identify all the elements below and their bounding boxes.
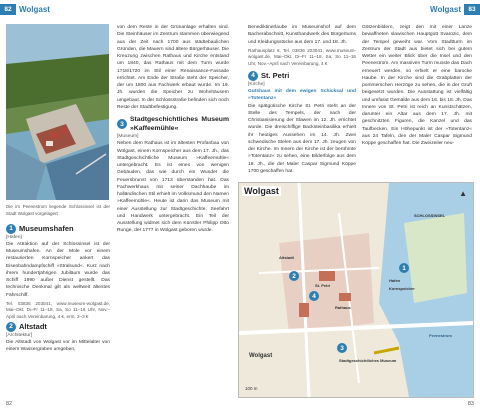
photo-caption: Die im Peenestrom liegende Schlossinsel ist der Stadt Wolgast vorgelagert bbox=[6, 204, 110, 217]
aerial-photo bbox=[6, 24, 109, 200]
marker-icon: 1 bbox=[6, 224, 16, 234]
left-column-2 bbox=[117, 24, 229, 235]
right-column-2 bbox=[362, 24, 472, 177]
right-column-1 bbox=[248, 24, 356, 176]
entry-text: Neben dem Rathaus ist im ältesten Profanbau von Wolgast, einem Kornspeicher aus dem 17. Jh., das Stadtgeschichtliche Museum »Kaffeemühle« untergebracht. Es ist eines von wenigen Gebäuden, das wie durch ein Wunder die Feuersbrunst von 1713 überstanden hat. Das Fachwerkhaus mit seiner Dachhaube im holländischen Stil erhielt im Volksmund den Namen »Kaffeemühle«. Heute ist darin das Museum mit einer Ausstellung zur Stadtgeschichte, Seefahrt und Handwerk untergebracht. Ein Teil der Ausstellung widmet sich dem Künstler Philipp Otto Runge, der 1777 in Wolgast geboren wurde. bbox=[117, 141, 229, 234]
body-text: Götzenbildern, zeigt den mit einer Lanze bewaffneten slawischen Hauptgott Svarozic, dem der Tempel geweiht war. Vom Stadtturm im Zentrum der Stadt aus bietet sich bei gutem Wetter ein weiter Blick über die Insel und den Peenestrom. Am massiven Turm musste das Dach erneuert werden, so erhielt er eine barocke Haube. In der Kirche sind die Grabplatten der pommerschen Herzöge zu sehen, die in der Gruft beigesetzt wurden. Die Ausstattung ist vielfältig und umfasst Gemälde aus dem 16. bis 18. Jh. Das Innere von St. Petri ist reich an Kunstschätzen, darunter ein Altar aus dem 17. Jh. mit geschnitzten Figuren, die Kanzel und das Taufbecken. Ein Höhepunkt ist der »Totentanz« aus 24 Tafeln, den der Maler Caspar Sigmund Köppe geschaffen hat. Die Zweizeiler neu- bbox=[362, 25, 472, 146]
marker-icon: 3 bbox=[117, 119, 127, 129]
map-label: Wolgast bbox=[249, 353, 273, 359]
map-label: Stadtgeschichtliches Museum bbox=[339, 358, 397, 363]
entry-info: Rathausplatz 6, Tel. 03836 203041, www.museum-wolgast.de, Mai–Okt. Di–Fr 11–18, Sa, So 11–16 Uhr, Nov.–April nach Vereinbarung, 4 € bbox=[248, 47, 356, 66]
entry-category: [Hafen] bbox=[6, 234, 22, 240]
marker-icon: 2 bbox=[6, 322, 16, 332]
page-number: 82 bbox=[6, 401, 13, 407]
map-marker-icon: 4 bbox=[309, 291, 319, 301]
running-header: Wolgast bbox=[19, 5, 50, 14]
map-scale: 100 m bbox=[245, 386, 258, 391]
entry-title bbox=[248, 71, 356, 81]
map-marker-icon: 1 bbox=[399, 263, 409, 273]
running-header: Wolgast bbox=[430, 5, 461, 14]
entry-title bbox=[6, 224, 110, 234]
highlight-text: Gutshaus mit dem ewigen Schicksal und »Totentanz« bbox=[248, 89, 356, 102]
page-tab: 83 bbox=[464, 4, 480, 15]
left-column-1 bbox=[6, 203, 110, 354]
map-label: SCHLOSSINSEL bbox=[414, 213, 446, 218]
north-arrow-icon: ▲ bbox=[459, 189, 467, 198]
entry-category: [Architektur] bbox=[6, 332, 33, 338]
body-text: Benediktinerlaube im Museumshof auf dem Bacherabschnitt, Kunsthandwerk des Bürgertums und Kleidungsstücke aus dem 17. und 18. Jh. bbox=[248, 25, 356, 45]
entry-title bbox=[117, 115, 229, 133]
entry-heading: St. Petri bbox=[261, 71, 290, 81]
city-map bbox=[238, 182, 474, 398]
entry-heading: Museumshafen bbox=[19, 224, 74, 233]
map-label: Altstadt bbox=[279, 255, 294, 260]
right-page bbox=[240, 0, 480, 410]
entry-text: Die Attraktion auf der Schlossinsel ist der Museumshafen. An der Mole vor einem restaurierten Kornspeicher ankert das Eisenbahndampfschiff »Stralsund«. Kurz nach ihrem hundertjährigen Jubiläum wurde das Schiff 1990 außer Dienst gestellt. Das technische Denkmal gilt als weltweit ältestes Fährschiff. bbox=[6, 241, 110, 298]
entry-heading: Stadtgeschichtliches Museum »Kaffeemühle« bbox=[130, 116, 229, 132]
page-number: 83 bbox=[467, 401, 474, 407]
entry-text: Die spätgotische Kirche St. Petri steht an der Stelle des Tempels, der nach der Christianisierung der Slawen im 12. Jh. errichtet wurde. Die dreischiffige Backsteinbasilika erhielt ihr heutiges Aussehen im 14. Jh. Zwei schwedische Stelen aus dem 17. Jh. zeugen von der Kirche. Im Innern der Kirche ist der berühmte »Totentanz« zu sehen, eine Bilderfolge aus dem 18. Jh., die der Maler Caspar Sigmund Köppe 1700 geschaffen hat. bbox=[248, 103, 356, 174]
entry-title bbox=[6, 322, 110, 332]
map-label: Rathaus bbox=[335, 305, 351, 310]
entry-category: [Museum] bbox=[117, 134, 139, 139]
map-label: Kornspeicher bbox=[389, 286, 415, 291]
entry-text: Die Altstadt von Wolgast vor im Mittelalter von einem Wassergraben umgeben, bbox=[6, 340, 110, 353]
map-marker-icon: 2 bbox=[289, 271, 299, 281]
map-marker-icon: 3 bbox=[337, 343, 347, 353]
aerial-photo-image bbox=[6, 24, 109, 200]
entry-info: Tel. 03836 203041, www.museum-wolgast.de, Mai–Okt. Di–Fr 11–18, Sa, So 11–16 Uhr, Nov.–April nach Vereinbarung, 4 €, erm. 2–3 € bbox=[6, 300, 110, 319]
entry-category: [Kirche] bbox=[248, 81, 265, 87]
entry-heading: Altstadt bbox=[19, 322, 47, 332]
map-label: St. Petri bbox=[315, 283, 331, 288]
map-title: Wolgast bbox=[244, 186, 279, 196]
marker-icon: 4 bbox=[248, 71, 258, 81]
page-tab: 82 bbox=[0, 4, 16, 15]
body-text: von dem Reste in der Grünanlage erhalten sind. Die Steinhäuser im Zentrum stammen überwiegend aus der Zeit nach 1700 aus städtebaulichen Gründen, die Mauern sind ältere Bürgerhäuser. Die Kreuzung zwischen Rathaus und Kirche entstand um 1840, das Rathaus mit dem Turm wurde 1718/1720 im Stil einer Renaissance-Fassade errichtet. Am Ende der Straße steht der Speicher, der um 1800 aus Fachwerk erbaut wurde. Im 19. Jh. wurden die Speicher zu Wohnhäusern umgebaut. In der Schlossstraße befinden sich noch Reste der Stadtbefestigung. bbox=[117, 25, 229, 110]
map-label: Hafen bbox=[389, 278, 401, 283]
map-label: Peenestrom bbox=[429, 333, 452, 338]
